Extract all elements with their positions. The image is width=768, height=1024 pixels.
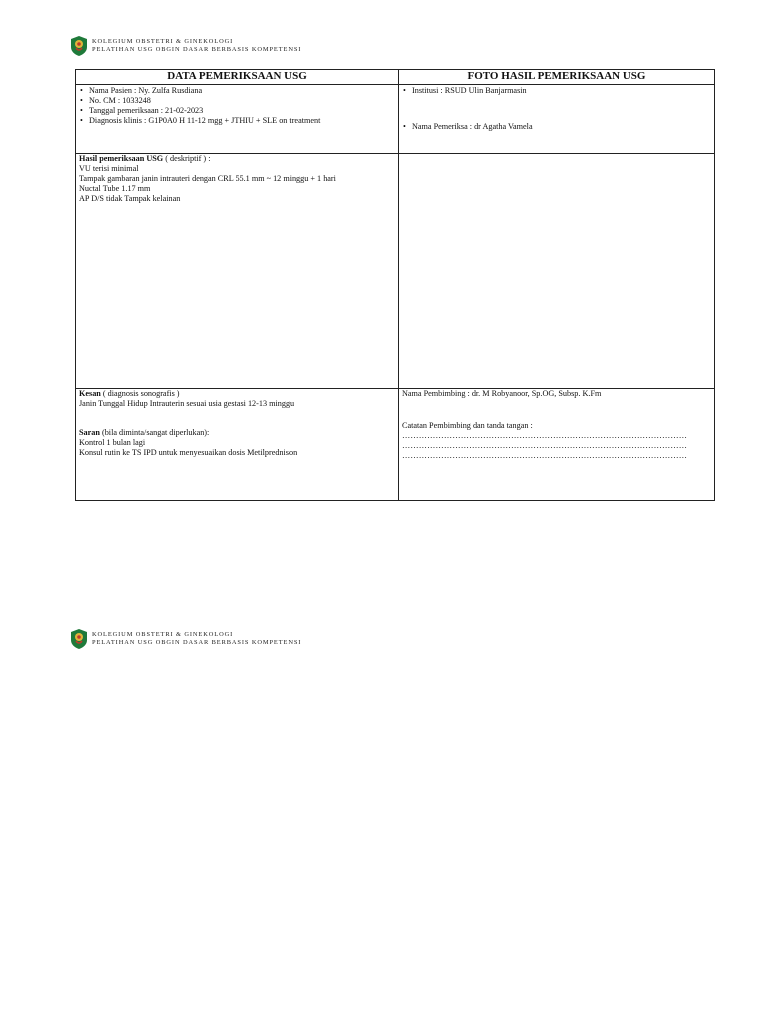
saran-label-suffix: (bila diminta/sangat diperlukan): [99,428,210,437]
kesan-label-bold: Kesan [79,389,101,398]
examiner-list [402,122,711,132]
examiner-name: • Nama Pemeriksa : dr Agatha Vamela [402,122,711,132]
institution: • Institusi : RSUD Ulin Banjarmasin [402,86,711,96]
hasil-line-2: Tampak gambaran janin intrauteri dengan CRL 55.1 mm ~ 12 minggu + 1 hari [79,174,336,183]
kesan-label [79,389,395,399]
supervisor-name: Nama Pembimbing : dr. M Robyanoor, Sp.OG, Subsp. K.Fm [402,389,602,398]
notes-line-3: ………………………………………………………………………………………… [402,451,688,460]
institution-cell [399,85,715,154]
clinical-diagnosis: • Diagnosis klinis : G1P0A0 H 11-12 mgg + JTHIU + SLE on treatment [79,116,395,126]
kesan-label-suffix: ( diagnosis sonografis ) [100,389,180,398]
header-title: KOLEGIUM OBSTETRI & GINEKOLOGI [92,38,234,45]
patient-name: • Nama Pasien : Ny. Zulfa Rusdiana [79,86,395,96]
header-subtitle: PELATIHAN USG OBGIN DASAR BERBASIS KOMPETENSI [92,639,302,646]
usg-report-table [75,69,715,501]
kesan-cell [76,389,399,501]
page-header-top [70,35,301,57]
kolegium-logo-icon [70,35,88,57]
hasil-cell [76,154,399,389]
patient-info-list [79,86,395,126]
institution-list [402,86,711,96]
saran-label-bold: Saran [79,428,100,437]
notes-line-2: ………………………………………………………………………………………… [402,441,688,450]
data-pemeriksaan-heading: DATA PEMERIKSAAN USG [76,70,399,85]
patient-record-number: • No. CM : 1033248 [79,96,395,106]
kolegium-logo-icon [70,628,88,650]
supervisor-notes-label: Catatan Pembimbing dan tanda tangan : [402,421,533,430]
notes-line-1: ………………………………………………………………………………………… [402,431,688,440]
foto-hasil-heading: FOTO HASIL PEMERIKSAAN USG [399,70,715,85]
page-header-bottom [70,628,301,650]
kesan-text: Janin Tunggal Hidup Intrauterin sesuai usia gestasi 12-13 minggu [79,399,295,408]
hasil-label-suffix: ( deskriptif ) : [163,154,211,163]
hasil-label [79,154,395,164]
header-subtitle: PELATIHAN USG OBGIN DASAR BERBASIS KOMPETENSI [92,46,302,53]
hasil-label-bold: Hasil pemeriksaan USG [79,154,164,163]
pembimbing-cell [399,389,715,501]
hasil-line-3: Nuctal Tube 1.17 mm [79,184,151,193]
header-title: KOLEGIUM OBSTETRI & GINEKOLOGI [92,631,234,638]
exam-date: • Tanggal pemeriksaan : 21-02-2023 [79,106,395,116]
saran-line-1: Kontrol 1 bulan lagi [79,438,146,447]
saran-label [79,428,395,438]
patient-info-cell [76,85,399,154]
hasil-line-4: AP D/S tidak Tampak kelainan [79,194,181,203]
saran-line-2: Konsul rutin ke TS IPD untuk menyesuaikan dosis Metilprednison [79,448,298,457]
ultrasound-photo-area [399,154,715,389]
hasil-line-1: VU terisi minimal [79,164,139,173]
